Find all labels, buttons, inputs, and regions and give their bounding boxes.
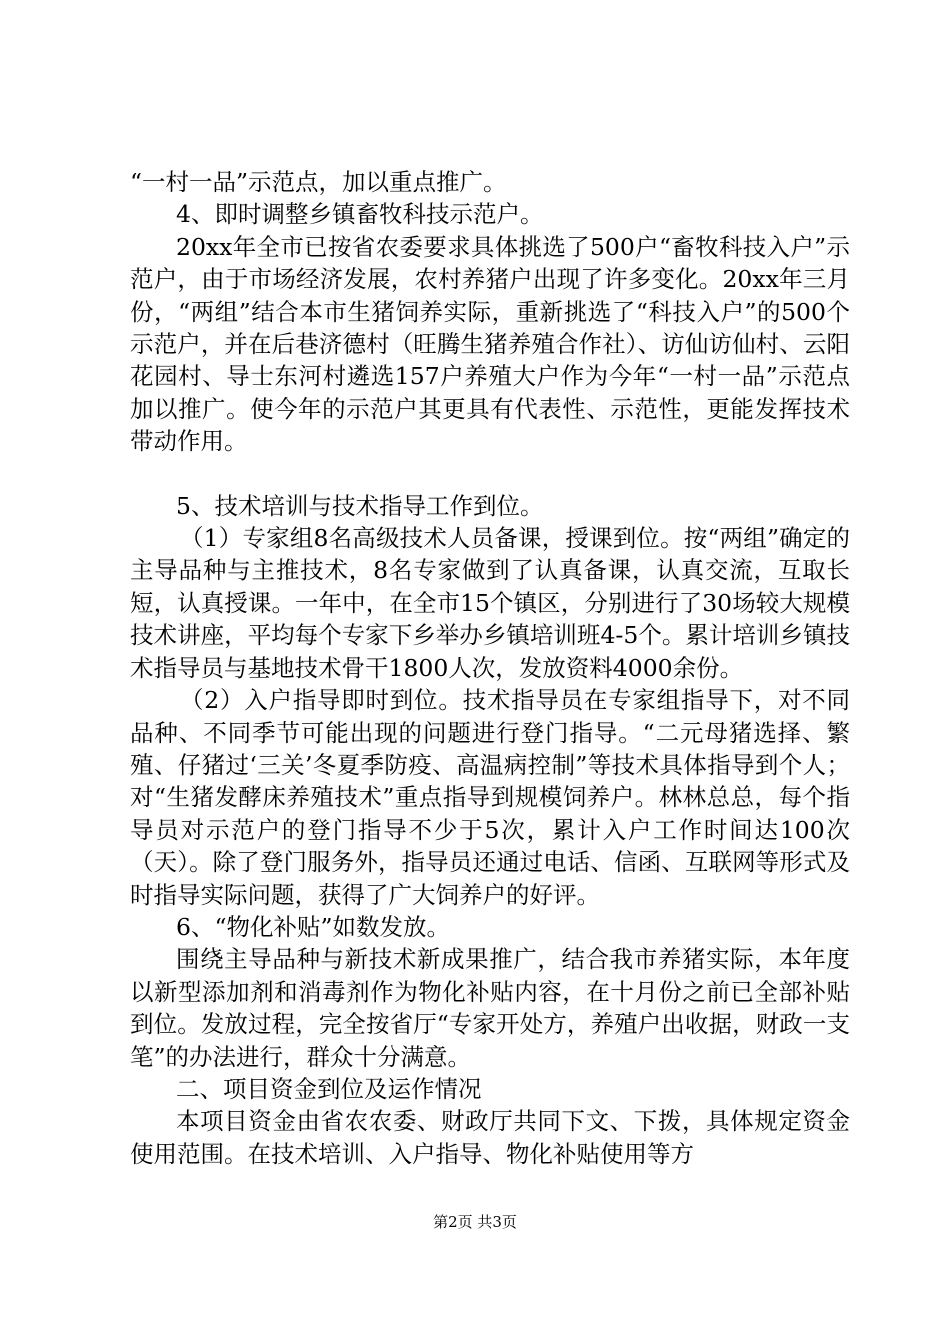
paragraph-heading-4: 4、即时调整乡镇畜牧科技示范户。	[176, 200, 544, 229]
paragraph-continuation: “一村一品”示范点，加以重点推广。	[130, 168, 507, 196]
paragraph-subsidy: 围绕主导品种与新技术新成果推广，结合我市养猪实际，本年度以新型添加剂和消毒剂作为物化补贴内容，在十月份之前已全部补贴到位。发放过程，完全按省厅“专家开处方，养殖户出收据，财政一支笔”的办法进行，群众十分满意。	[130, 945, 850, 1071]
paragraph-expert-training: （1）专家组8名高级技术人员备课，授课到位。按“两组”确定的主导品种与主推技术，8名专家做到了认真备课，认真交流，互取长短，认真授课。一年中，在全市15个镇区，分别进行了30场较大规模技术讲座，平均每个专家下乡举办乡镇培训班4-5个。累计培训乡镇技术指导员与基地技术骨干1800人次，发放资料4000余份。	[130, 524, 850, 682]
paragraph-section-two-heading: 二、项目资金到位及运作情况	[176, 1074, 482, 1103]
paragraph-household-guidance: （2）入户指导即时到位。技术指导员在专家组指导下，对不同品种、不同季节可能出现的问题进行登门指导。“二元母猪选择、繁殖、仔猪过‘三关’冬夏季防疫、高温病控制”等技术具体指导到个人；对“生猪发酵床养殖技术”重点指导到规模饲养户。林林总总，每个指导员对示范户的登门指导不少于5次，累计入户工作时间达100次（天）。除了登门服务外，指导员还通过电话、信函、互联网等形式及时指导实际问题，获得了广大饲养户的好评。	[130, 686, 850, 909]
paragraph-gap	[130, 458, 850, 490]
paragraph-funding: 本项目资金由省农农委、财政厅共同下文、下拨，具体规定资金使用范围。在技术培训、入户指导、物化补贴使用等方	[130, 1107, 850, 1168]
paragraph-demo-households: 20xx年全市已按省农委要求具体挑选了500户“畜牧科技入户”示范户，由于市场经济发展，农村养猪户出现了许多变化。20xx年三月份，“两组”结合本市生猪饲养实际，重新挑选了“科技入户”的500个示范户，并在后巷济德村（旺腾生猪养殖合作社）、访仙访仙村、云阳花园村、导士东河村遴选157户养殖大户作为今年“一村一品”示范点加以推广。使今年的示范户其更具有代表性、示范性，更能发挥技术带动作用。	[130, 232, 850, 456]
paragraph-heading-5: 5、技术培训与技术指导工作到位。	[176, 491, 544, 520]
page-footer: 第2页 共3页	[433, 1213, 517, 1231]
document-body	[130, 166, 850, 1170]
paragraph-heading-6: 6、“物化补贴”如数发放。	[176, 912, 450, 941]
